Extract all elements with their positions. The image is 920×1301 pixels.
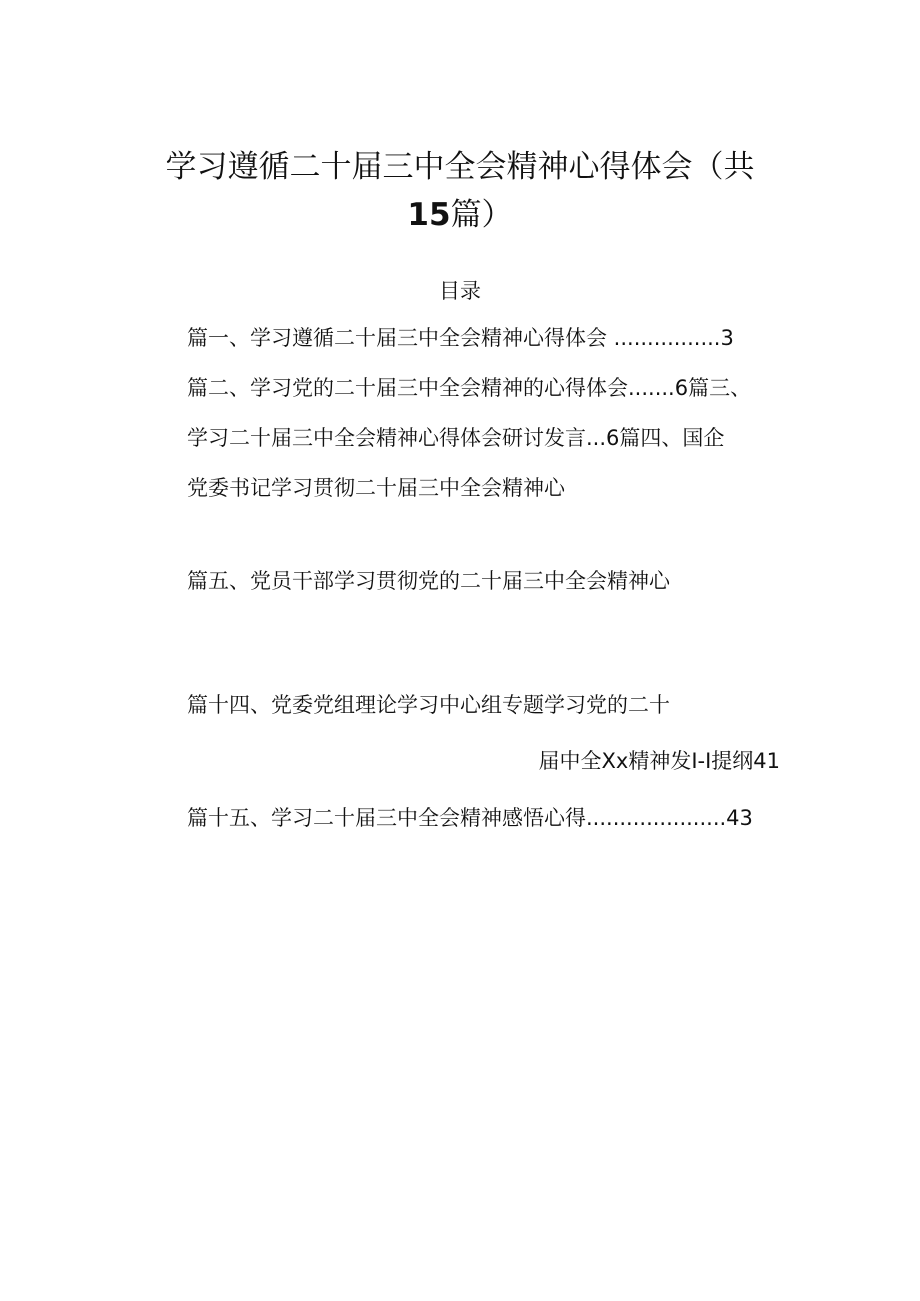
toc-heading: 目录 xyxy=(439,279,481,303)
toc-entry[interactable]: 篇一、学习遵循二十届三中全会精神心得体会 ................3 xyxy=(187,326,734,350)
toc-entry[interactable]: 党委书记学习贯彻二十届三中全会精神心 xyxy=(187,476,565,500)
title-line-1: 学习遵循二十届三中全会精神心得体会（共 xyxy=(165,149,755,185)
toc-entry[interactable]: 篇五、党员干部学习贯彻党的二十届三中全会精神心 xyxy=(187,569,670,593)
toc-entry[interactable]: 篇十五、学习二十届三中全会精神感悟心得.....................43 xyxy=(187,806,753,830)
toc-entry-continuation[interactable]: 届中全Xx精神发I-I提纲41 xyxy=(538,749,780,773)
title-line-2: 篇） xyxy=(450,197,513,233)
toc-entry[interactable]: 篇二、学习党的二十届三中全会精神的心得体会.......6篇三、 xyxy=(187,376,752,400)
toc-entry[interactable]: 学习二十届三中全会精神心得体会研讨发言...6篇四、国企 xyxy=(187,426,725,450)
toc-entry[interactable]: 篇十四、党委党组理论学习中心组专题学习党的二十 xyxy=(187,693,670,717)
document-title xyxy=(140,143,780,239)
title-count: 15 xyxy=(407,197,451,233)
